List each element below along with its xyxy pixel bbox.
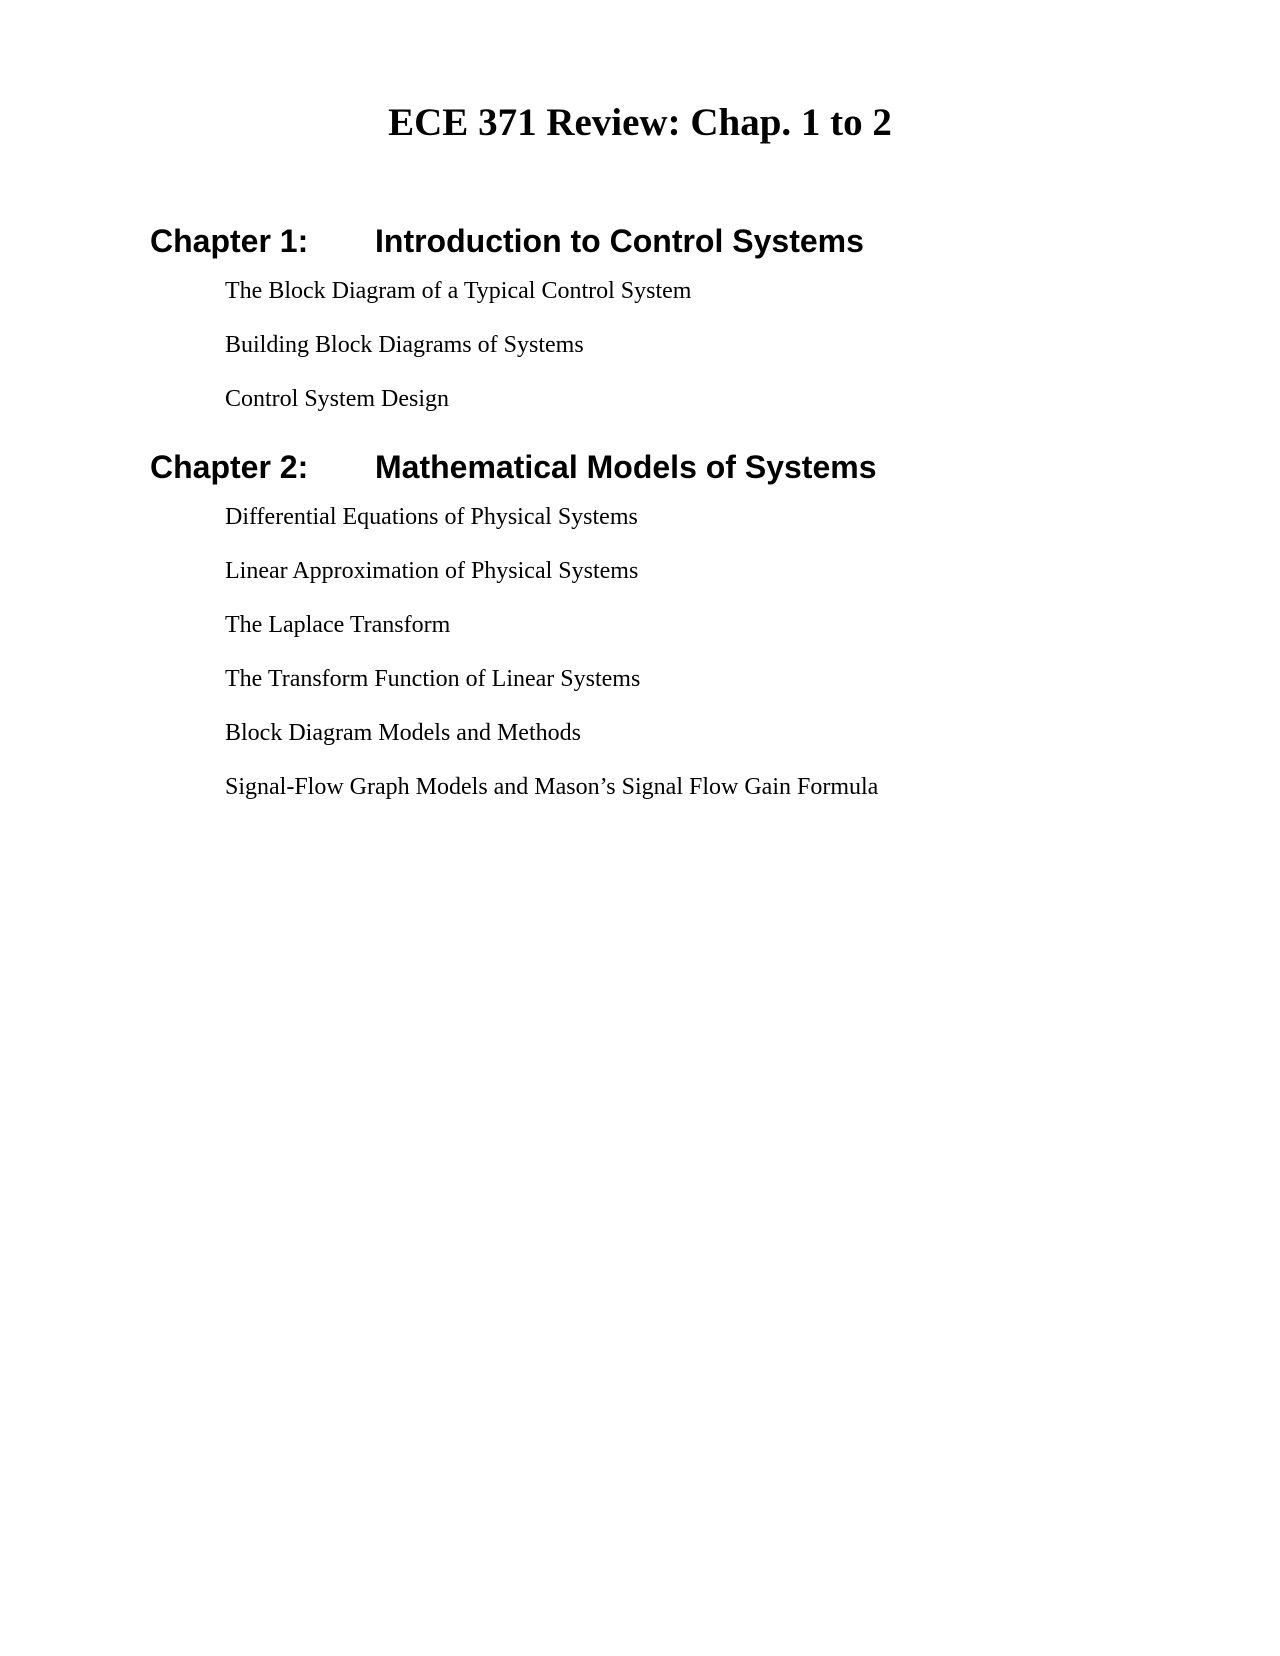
topic-item: Block Diagram Models and Methods bbox=[225, 720, 581, 746]
topic-item: The Block Diagram of a Typical Control System bbox=[225, 278, 692, 304]
topic-item: Control System Design bbox=[225, 386, 450, 412]
chapter-2-name: Mathematical Models of Systems bbox=[375, 449, 877, 485]
chapter-1-name: Introduction to Control Systems bbox=[375, 223, 864, 259]
chapter-2-heading bbox=[150, 445, 1200, 489]
topic-item: Linear Approximation of Physical Systems bbox=[225, 558, 639, 584]
chapter-1-number: Chapter 1: bbox=[150, 223, 309, 259]
document-title: ECE 371 Review: Chap. 1 to 2 bbox=[388, 101, 892, 144]
topic-item: Building Block Diagrams of Systems bbox=[225, 332, 584, 358]
topic-item: The Transform Function of Linear Systems bbox=[225, 666, 641, 692]
topic-item: Differential Equations of Physical Systems bbox=[225, 504, 638, 530]
chapter-2-topic-list bbox=[150, 502, 1200, 802]
topic-item: Signal-Flow Graph Models and Mason’s Signal Flow Gain Formula bbox=[225, 774, 879, 800]
chapter-1-topic-list bbox=[150, 276, 1200, 414]
chapter-1-heading bbox=[150, 219, 1200, 263]
chapter-2-number: Chapter 2: bbox=[150, 449, 309, 485]
topic-item: The Laplace Transform bbox=[225, 612, 451, 638]
chapter-1-section bbox=[150, 219, 1200, 438]
chapter-2-section bbox=[150, 445, 1200, 826]
